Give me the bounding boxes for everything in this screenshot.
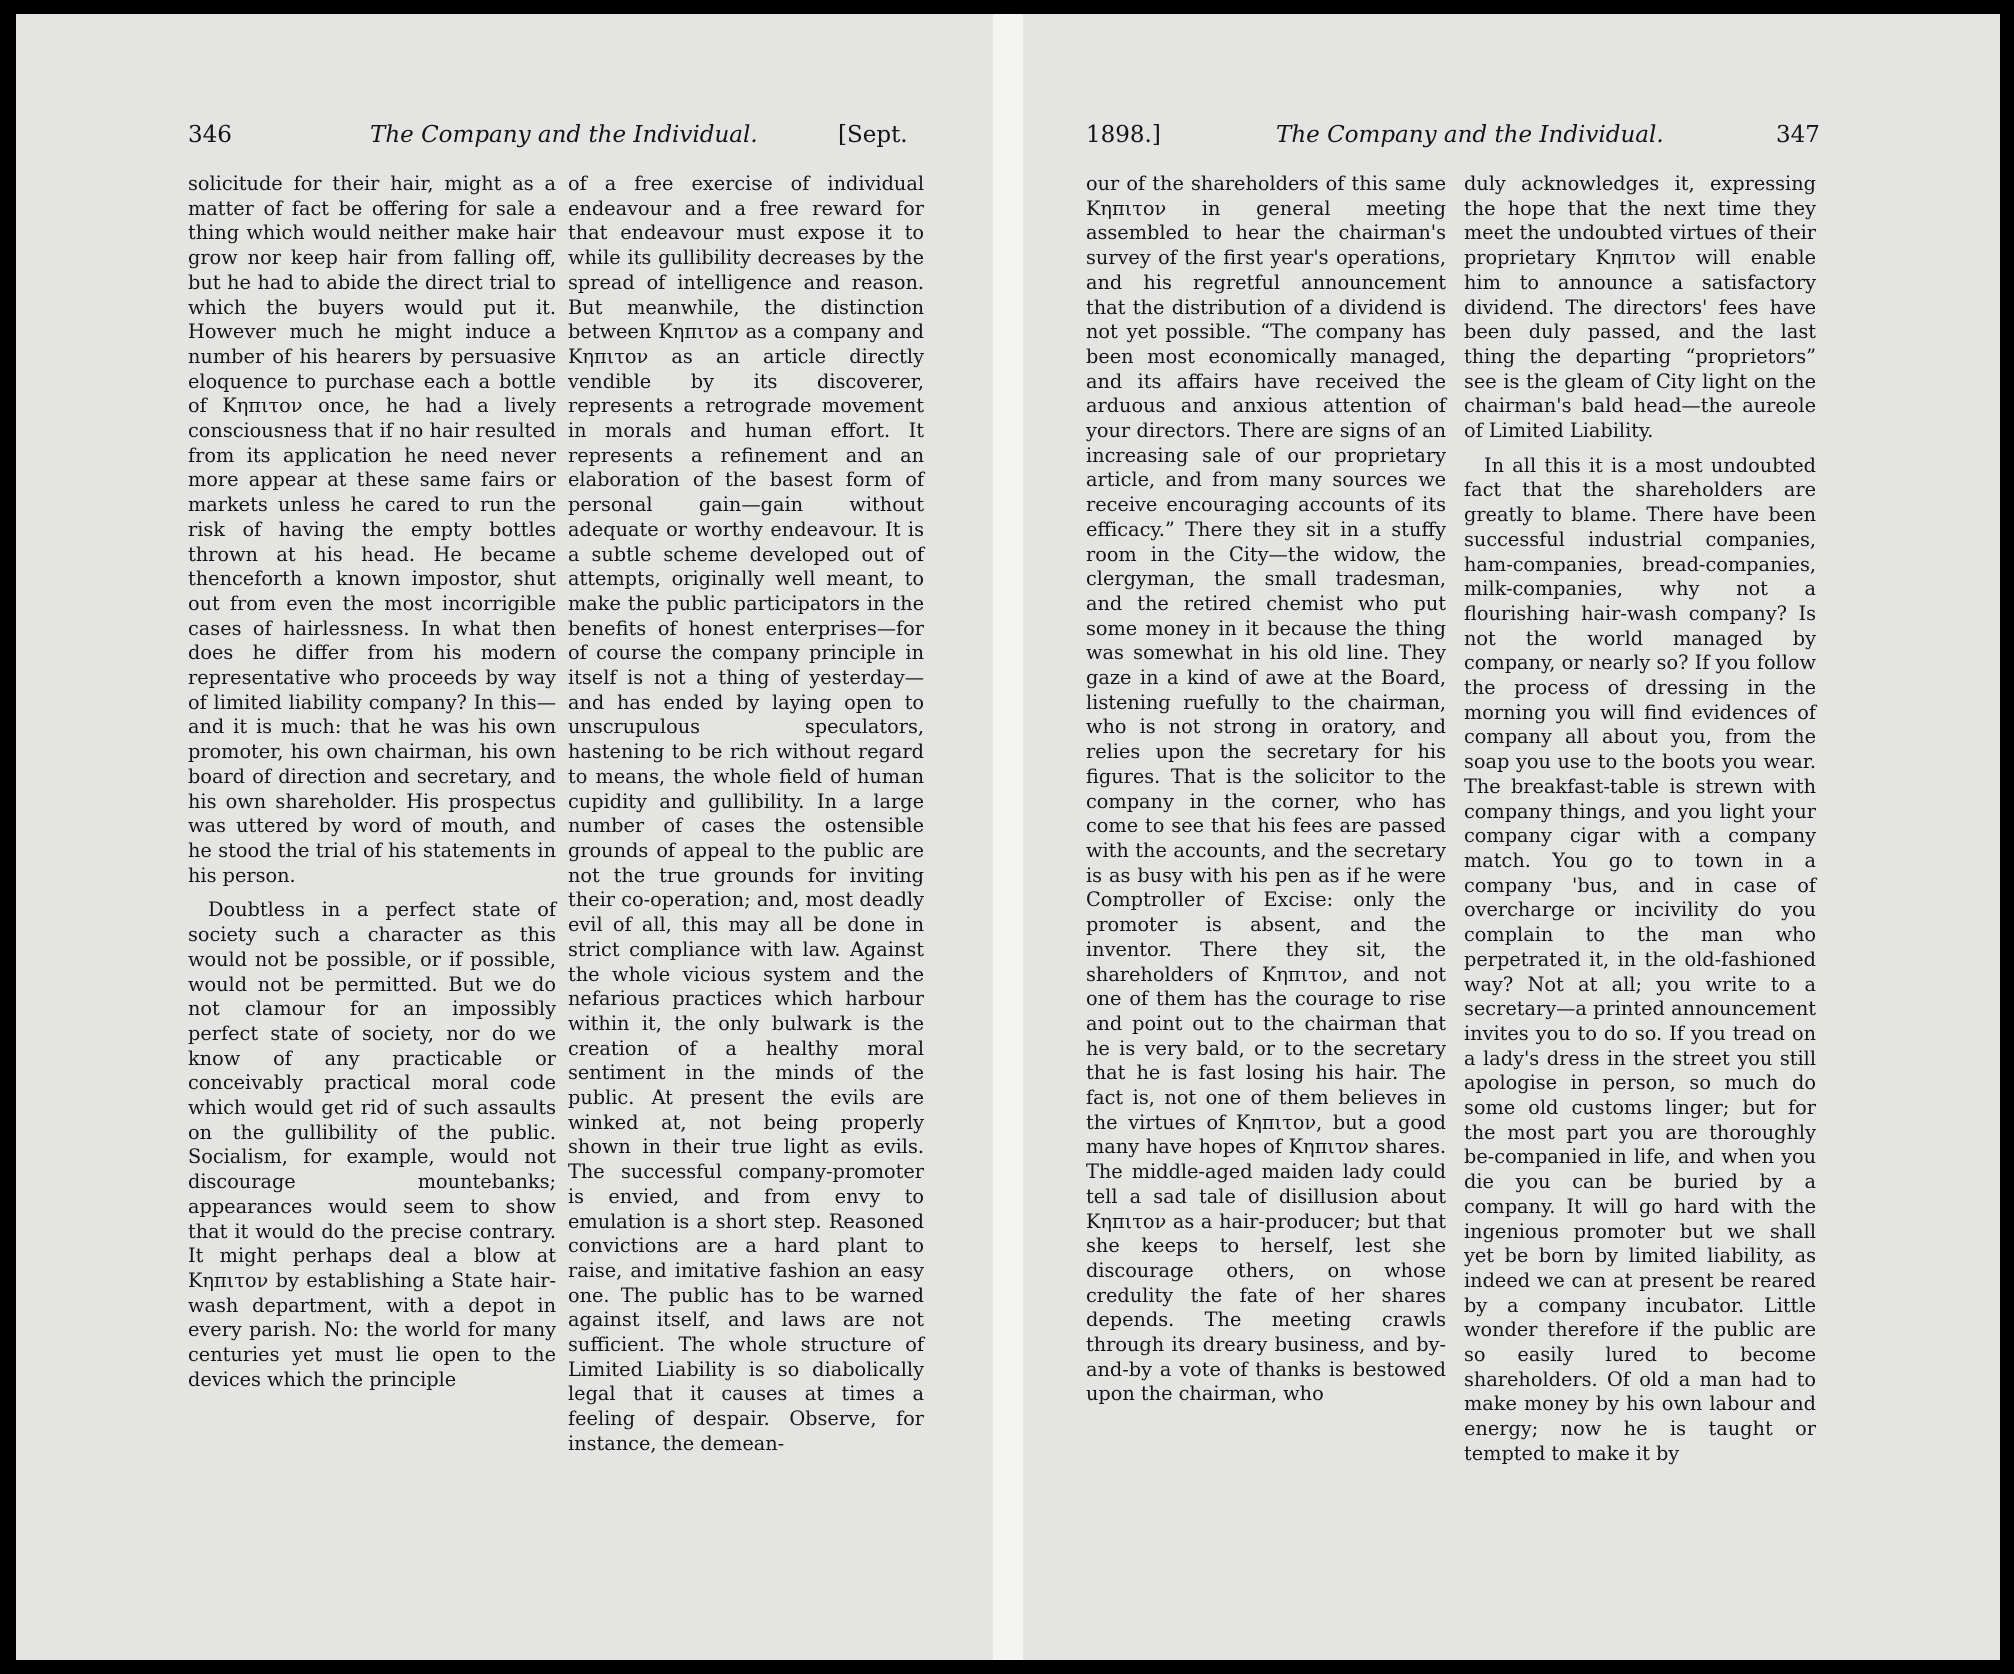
right-column-1 — [1086, 172, 1446, 1407]
page-gutter — [993, 14, 1023, 1660]
right-column-2 — [1464, 172, 1816, 1467]
paragraph: our of the shareholders of this same Κηπιτον in general meeting assembled to hear the chairman's survey of the first year's operations, and his regretful announcement that the distribution of a dividend is not yet possible. “The company has been most economically managed, and its affairs have received the arduous and anxious attention of your directors. There are signs of an increasing sale of our proprietary article, and from many sources we receive encouraging accounts of its efficacy.” There they sit in a stuffy room in the City—the widow, the clergyman, the small tradesman, and the retired chemist who put some money in it because the thing was somewhat in his old line. They gaze in a kind of awe at the Board, listening ruefully to the chairman, who is not strong in oratory, and relies upon the secretary for his figures. That is the solicitor to the company in the corner, who has come to see that his fees are passed with the accounts, and the secretary is as busy with his pen as if he were Comptroller of Excise: only the promoter is absent, and the inventor. There they sit, the shareholders of Κηπιτον, and not one of them has the courage to rise and point out to the chairman that he is very bald, or to the secretary that he is fast losing his hair. The fact is, not one of them believes in the virtues of Κηπιτον, but a good many have hopes of Κηπιτον shares. The middle-aged maiden lady could tell a sad tale of disillusion about Κηπιτον as a hair-producer; but that she keeps to herself, lest she discourage others, on whose credulity the fate of her shares depends. The meeting crawls through its dreary business, and by-and-by a vote of thanks is bestowed upon the chairman, who — [1086, 172, 1446, 1406]
right-page-number: 347 — [1776, 122, 1820, 148]
left-running-title: The Company and the Individual. — [370, 122, 758, 148]
paragraph: In all this it is a most undoubted fact that the shareholders are greatly to blame. There have been successful industrial companies, ham-companies, bread-companies, milk-companies, why not a flourishing hair-wash company? Is not the world managed by company, or nearly so? If you follow the process of dressing in the morning you will find evidences of company all about you, from the soap you use to the boots you wear. The breakfast-table is strewn with company things, and you light your company cigar with a company match. You go to town in a company 'bus, and in case of overcharge or incivility do you complain to the man who perpetrated it, in the old-fashioned way? Not at all; you write to a secretary—a printed announcement invites you to do so. If you tread on a lady's dress in the street you still apologise in person, so much do some old customs linger; but for the most part you are thoroughly be-companied in life, and when you die you can be buried by a company. It will go hard with the ingenious promoter but we shall yet be born by limited liability, as indeed we can at present be reared by a company incubator. Little wonder therefore if the public are so easily lured to become shareholders. Of old a man had to make money by his own labour and energy; now he is taught or tempted to make it by — [1464, 453, 1816, 1465]
paragraph: duly acknowledges it, expressing the hope that the next time they meet the undoubted virtues of their proprietary Κηπιτον will enable him to announce a satisfactory dividend. The directors' fees have been duly passed, and the last thing the departing “proprietors” see is the gleam of City light on the chairman's bald head—the aureole of Limited Liability. — [1464, 172, 1816, 443]
right-running-date: 1898.] — [1086, 122, 1161, 148]
left-running-date: [Sept. — [838, 122, 908, 148]
left-page-number: 346 — [188, 122, 232, 148]
paragraph: solicitude for their hair, might as a matter of fact be offering for sale a thing which would neither make hair grow nor keep hair from falling off, but he had to abide the direct trial to which the buyers would put it. However much he might induce a number of his hearers by persuasive eloquence to purchase each a bottle of Κηπιτον once, he had a lively consciousness that if no hair resulted from its application he need never more appear at these same fairs or markets unless he cared to run the risk of having the empty bottles thrown at his head. He became thenceforth a known impostor, shut out from even the most incorrigible cases of hairlessness. In what then does he differ from his modern representative who proceeds by way of limited liability company? In this—and it is much: that he was his own promoter, his own chairman, his own board of direction and secretary, and his own shareholder. His prospectus was uttered by word of mouth, and he stood the trial of his statements in his person. — [188, 172, 556, 887]
left-column-2 — [568, 172, 924, 1457]
left-column-1 — [188, 172, 556, 1392]
paragraph: of a free exercise of individual endeavour and a free reward for that endeavour must expose it to while its gullibility decreases by the spread of intelligence and reason. But meanwhile, the distinction between Κηπιτον as a company and Κηπιτον as an article directly vendible by its discoverer, represents a retrograde movement in morals and human effort. It represents a refinement and an elaboration of the basest form of personal gain—gain without adequate or worthy endeavour. It is a subtle scheme developed out of attempts, originally well meant, to make the public participators in the benefits of honest enterprises—for of course the company principle in itself is not a thing of yesterday—and has ended by laying open to unscrupulous speculators, hastening to be rich without regard to means, the whole field of human cupidity and gullibility. In a large number of cases the ostensible grounds of appeal to the public are not the true grounds for inviting their co-operation; and, most deadly evil of all, this may all be done in strict compliance with law. Against the whole vicious system and the nefarious practices which harbour within it, the only bulwark is the creation of a healthy moral sentiment in the minds of the public. At present the evils are winked at, not being properly shown in their true light as evils. The successful company-promoter is envied, and from envy to emulation is a short step. Reasoned convictions are a hard plant to raise, and imitative fashion an easy one. The public has to be warned against itself, and laws are not sufficient. The whole structure of Limited Liability is so diabolically legal that it causes at times a feeling of despair. Observe, for instance, the demean- — [568, 172, 924, 1455]
paragraph: Doubtless in a perfect state of society such a character as this would not be possible, or if possible, would not be permitted. But we do not clamour for an impossibly perfect state of society, nor do we know of any practicable or conceivably practical moral code which would get rid of such assaults on the gullibility of the public. Socialism, for example, would not discourage mountebanks; appearances would seem to show that it would do the precise contrary. It might perhaps deal a blow at Κηπιτον by establishing a State hair-wash department, with a depot in every parish. No: the world for many centuries yet must lie open to the devices which the principle — [188, 898, 556, 1391]
right-running-title: The Company and the Individual. — [1276, 122, 1664, 148]
